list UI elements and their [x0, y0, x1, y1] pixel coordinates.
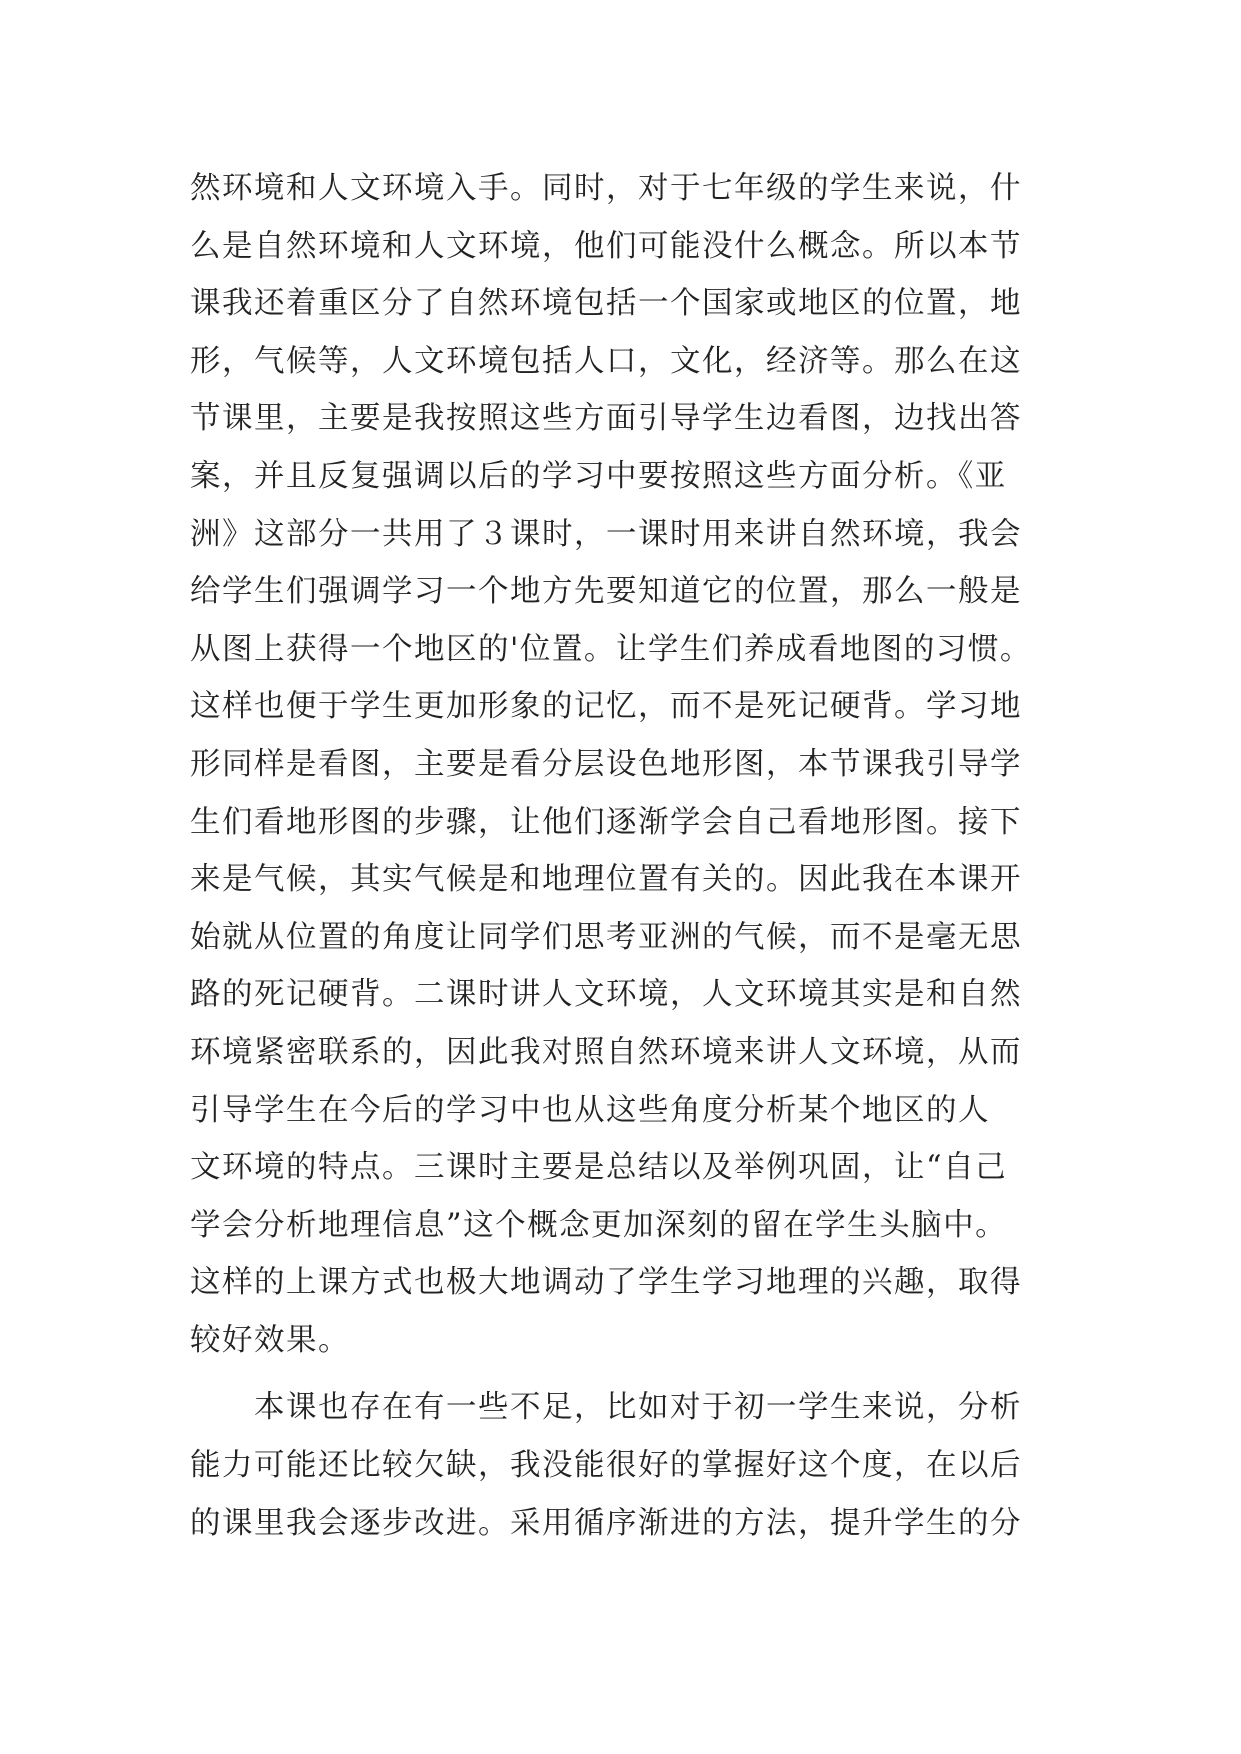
text-line: 始就从位置的角度让同学们思考亚洲的气候，而不是毫无思 — [190, 919, 1022, 955]
text-line: 文环境的特点。三课时主要是总结以及举例巩固，让“自己 — [190, 1150, 1008, 1186]
text-line: 这样的上课方式也极大地调动了学生学习地理的兴趣，取得 — [190, 1265, 1022, 1301]
paragraph-2 — [190, 1379, 1070, 1552]
text-line: 节课里，主要是我按照这些方面引导学生边看图，边找出答 — [190, 401, 1022, 437]
text-line: 能力可能还比较欠缺，我没能很好的掌握好这个度，在以后 — [190, 1448, 1022, 1484]
text-line: 给学生们强调学习一个地方先要知道它的位置，那么一般是 — [190, 574, 1022, 610]
text-line: 从图上获得一个地区的'位置。让学生们养成看地图的习惯。 — [190, 631, 1032, 667]
text-line: 学会分析地理信息”这个概念更加深刻的留在学生头脑中。 — [190, 1207, 1008, 1243]
text-line: 这样也便于学生更加形象的记忆，而不是死记硬背。学习地 — [190, 689, 1022, 725]
text-line: 较好效果。 — [190, 1322, 350, 1358]
text-line: 环境紧密联系的，因此我对照自然环境来讲人文环境，从而 — [190, 1034, 1022, 1070]
text-line: 生们看地形图的步骤，让他们逐渐学会自己看地形图。接下 — [190, 804, 1022, 840]
document-body — [190, 160, 1070, 1552]
text-line: 形同样是看图，主要是看分层设色地形图，本节课我引导学 — [190, 746, 1022, 782]
text-line: 洲》这部分一共用了３课时，一课时用来讲自然环境，我会 — [190, 516, 1022, 552]
text-line: 案，并且反复强调以后的学习中要按照这些方面分析。《亚 — [190, 458, 1007, 494]
text-line: 来是气候，其实气候是和地理位置有关的。因此我在本课开 — [190, 862, 1022, 898]
text-line: 本课也存在有一些不足，比如对于初一学生来说，分析 — [254, 1390, 1022, 1426]
text-line: 课我还着重区分了自然环境包括一个国家或地区的位置，地 — [190, 286, 1022, 322]
text-line: 形，气候等，人文环境包括人口，文化，经济等。那么在这 — [190, 343, 1022, 379]
text-line: 路的死记硬背。二课时讲人文环境，人文环境其实是和自然 — [190, 977, 1022, 1013]
paragraph-1 — [190, 160, 1070, 1369]
text-line: 然环境和人文环境入手。同时，对于七年级的学生来说，什 — [190, 171, 1022, 206]
text-line: 么是自然环境和人文环境，他们可能没什么概念。所以本节 — [190, 228, 1022, 264]
text-line: 的课里我会逐步改进。采用循序渐进的方法，提升学生的分 — [190, 1505, 1022, 1541]
text-line: 引导学生在今后的学习中也从这些角度分析某个地区的人 — [190, 1092, 990, 1128]
